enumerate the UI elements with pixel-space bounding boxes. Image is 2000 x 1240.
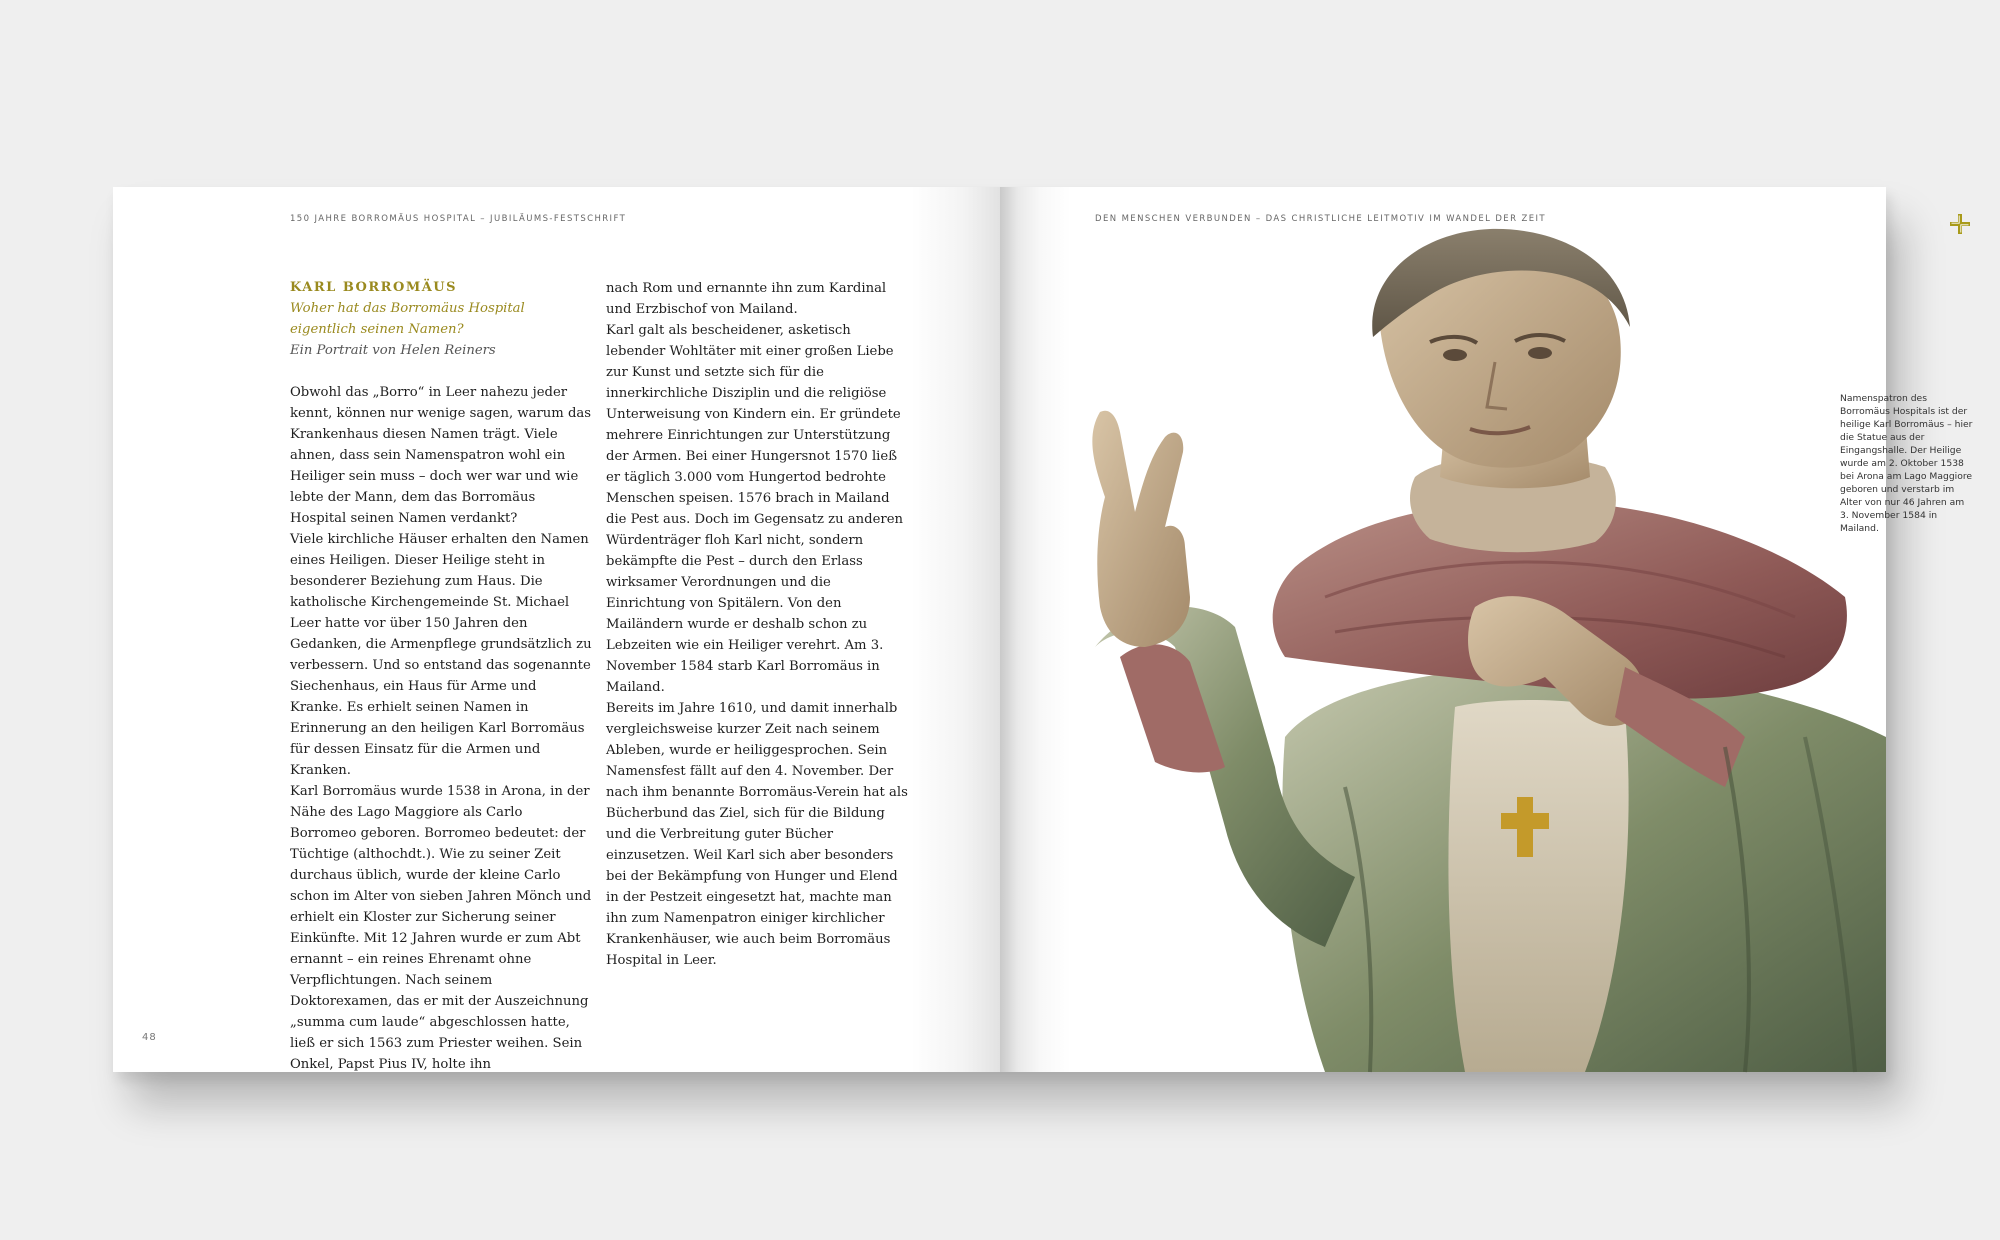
spacer [290, 361, 592, 382]
body-paragraph: Obwohl das „Borro“ in Leer nahezu jeder kennt, können nur wenige sagen, warum das Krankenhaus diesen Namen trägt. Viele ahnen, dass sein Namenspatron wohl ein Heiliger sein muss – doch wer war und wie lebte der Mann, dem das Borromäus Hospital seinen Namen verdankt? [290, 385, 592, 526]
right-page [1000, 187, 1973, 1072]
body-paragraph: Viele kirchliche Häuser erhalten den Namen eines Heiligen. Dieser Heilige steht in besonderer Beziehung zum Haus. Die katholische Kirchengemeinde St. Michael Leer hatte vor über 150 Jahren den Gedanken, die Armenpflege grundsätzlich zu verbessern. Und so entstand das sogenannte Siechenhaus, ein Haus für Arme und Kranke. Es erhielt seinen Namen in Erinnerung an den heiligen Karl Borromäus für dessen Einsatz für die Armen und Kranken. [290, 532, 592, 778]
cross-logo-icon [1950, 214, 1970, 234]
wooden-statue-icon [1025, 267, 1886, 1072]
running-head-right: DEN MENSCHEN VERBUNDEN – DAS CHRISTLICHE LEITMOTIV IM WANDEL DER ZEIT [1095, 214, 1546, 224]
body-paragraph: Karl Borromäus wurde 1538 in Arona, in der Nähe des Lago Maggiore als Carlo Borromeo geboren. Borromeo bedeutet: der Tüchtige (althochdt.). Wie zu seiner Zeit durchaus üblich, wurde der kleine Carlo schon im Alter von sieben Jahren Mönch und erhielt ein Kloster zur Sicherung seiner Einkünfte. Mit 12 Jahren wurde er zum Abt ernannt – ein reines Ehrenamt ohne Verpflichtungen. Nach seinem Doktorexamen, das er mit der Auszeichnung „summa cum laude“ abgeschlossen hatte, ließ er sich 1563 zum Priester weihen. Sein Onkel, Papst Pius IV, holte ihn [290, 784, 592, 1072]
running-head-left: 150 JAHRE BORROMÄUS HOSPITAL – JUBILÄUMS-FESTSCHRIFT [290, 214, 627, 224]
article-subhead-line-1: Woher hat das Borromäus Hospital [290, 301, 525, 316]
body-paragraph: nach Rom und ernannte ihn zum Kardinal und Erzbischof von Mailand. [606, 281, 887, 317]
article-kicker: KARL BORROMÄUS [290, 280, 458, 295]
page-number: 48 [142, 1032, 157, 1043]
article-subhead-line-2: eigentlich seinen Namen? [290, 322, 464, 337]
text-column-2 [606, 278, 908, 971]
photo-caption: Namenspatron des Borromäus Hospitals ist der heilige Karl Borromäus – hier die Statue aus der Eingangshalle. Der Heilige wurde am 2. Oktober 1538 bei Arona am Lago Maggiore geboren und verstarb im Alter von nur 46 Jahren am 3. November 1584 in Mailand. [1840, 393, 1973, 534]
text-column-1 [290, 277, 592, 1075]
article-byline: Ein Portrait von Helen Reiners [290, 343, 496, 358]
body-paragraph: Karl galt als bescheidener, asketisch lebender Wohltäter mit einer großen Liebe zur Kunst und setzte sich für die innerkirchliche Disziplin und die religiöse Unterweisung von Kindern ein. Er gründete mehrere Einrichtungen zur Unterstützung der Armen. Bei einer Hungersnot 1570 ließ er täglich 3.000 vom Hungertod bedrohte Menschen speisen. 1576 brach in Mailand die Pest aus. Doch im Gegensatz zu anderen Würdenträger floh Karl nicht, sondern bekämpfte die Pest – durch den Erlass wirksamer Verordnungen und die Einrichtung von Spitälern. Von den Mailändern wurde er deshalb schon zu Lebzeiten wie ein Heiliger verehrt. Am 3. November 1584 starb Karl Borromäus in Mailand. [606, 323, 903, 695]
book-spread [113, 187, 1973, 1072]
body-paragraph: Bereits im Jahre 1610, und damit innerhalb vergleichsweise kurzer Zeit nach seinem Ableben, wurde er heiliggesprochen. Sein Namensfest fällt auf den 4. November. Der nach ihm benannte Borromäus-Verein hat als Bücherbund das Ziel, sich für die Bildung und die Verbreitung guter Bücher einzusetzen. Weil Karl sich aber besonders bei der Bekämpfung von Hunger und Elend in der Pestzeit eingesetzt hat, machte man ihn zum Namenpatron einiger kirchlicher Krankenhäuser, wie auch beim Borromäus Hospital in Leer. [606, 701, 908, 968]
left-page [113, 187, 1000, 1072]
